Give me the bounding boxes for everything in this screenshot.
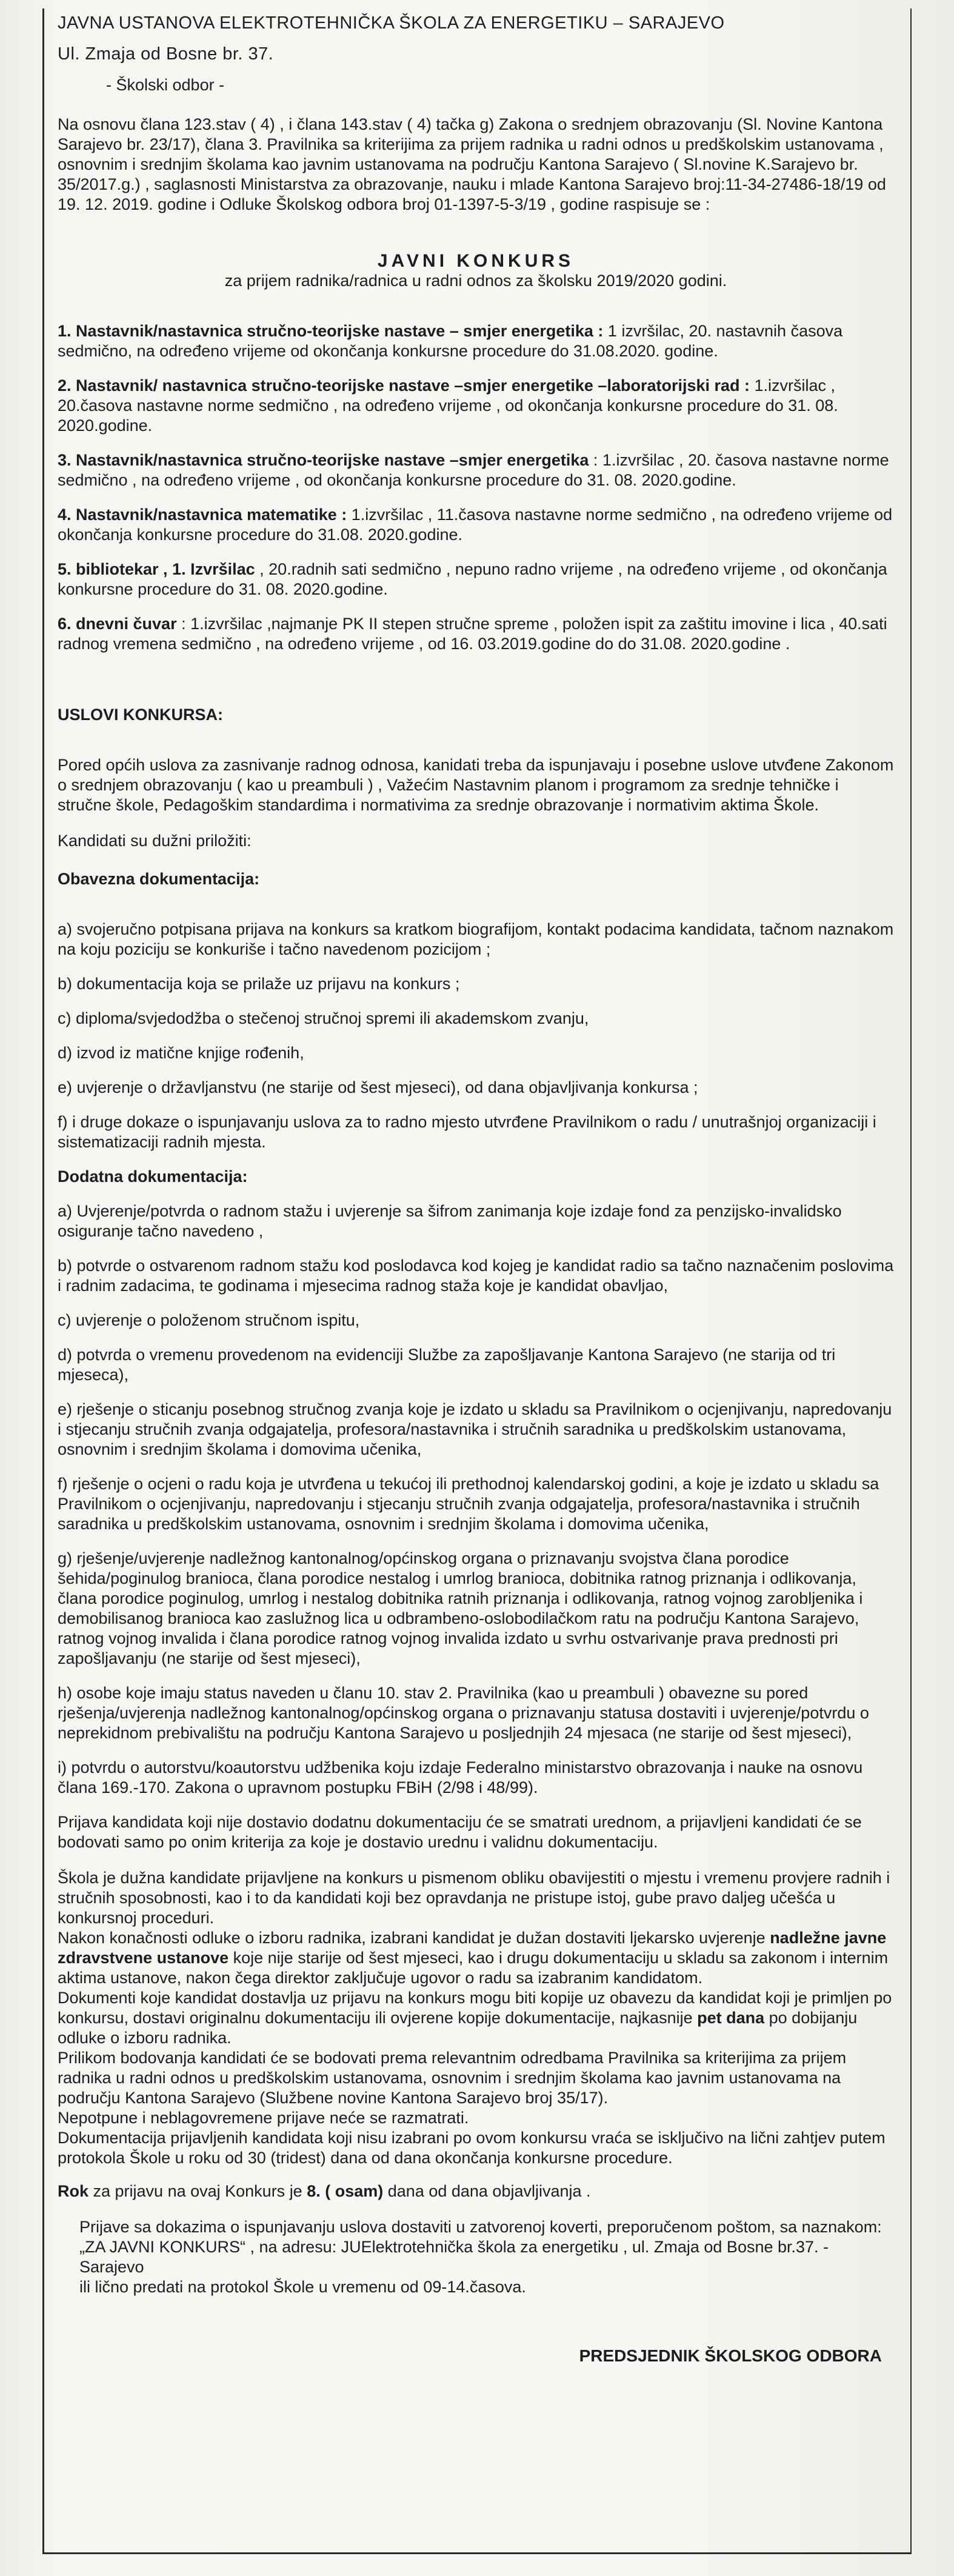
announcement-content	[58, 8, 894, 2366]
note-paragraph: Nepotpune i neblagovremene prijave neće se razmatrati.	[58, 2109, 469, 2127]
list-item: b) potvrde o ostvarenom radnom stažu kod poslodavca kod kojeg je kandidat radio sa tačno naznačenim poslovima i radnim zadacima, te godinama i mjesecima radnog staža koje je kandidat obavljao,	[58, 1256, 894, 1295]
note-paragraph: Škola je dužna kandidate prijavljene na konkurs u pismenom obliku obavijestiti o mjestu i vremenu provjere radnih i stručnih sposobnosti, kao i to da kandidati koji bez opravdanja ne pristupe istoj, gube pravo daljeg učešća u konkursnoj proceduri.	[58, 1869, 890, 1927]
list-item	[58, 450, 894, 490]
additional-list	[58, 1201, 894, 1798]
list-item: f) i druge dokaze o ispunjavanju uslova za to radno mjesto utvrđene Pravilnikom o radu / unutrašnjoj organizaciji i sistematizaciji radnih mjesta.	[58, 1113, 876, 1151]
list-item: i) potvrdu o autorstvu/koautorstvu udžbenika koju izdaje Federalno ministarstvo obrazovanja i nauke na osnovu člana 169.-170. Zakona o upravnom postupku FBiH (2/98 i 48/99).	[58, 1758, 863, 1797]
submission-line: ili lično predati na protokol Škole u vremenu od 09-14.časova.	[79, 2278, 526, 2296]
procedure-notes	[58, 1868, 894, 2168]
position-title: 3. Nastavnik/nastavnica stručno-teorijske nastave –smjer energetika	[58, 451, 589, 469]
list-item: e) rješenje o sticanju posebnog stručnog zvanja koje je izdato u skladu sa Pravilnikom o ocjenjivanju, napredovanju i stjecanju stručnih zvanja odgajatelja, profesora/nastavnika i stručnih saradnika u predškolskim ustanovama, osnovnim i srednjim školama i domovima učenika,	[58, 1400, 892, 1458]
page-title: JAVNI KONKURS	[377, 251, 575, 271]
note-paragraph	[58, 1928, 894, 1988]
list-item	[58, 321, 894, 361]
page-subtitle: za prijem radnika/radnica u radni odnos za školsku 2019/2020 godini.	[224, 272, 727, 290]
list-item	[58, 376, 894, 436]
mandatory-list	[58, 919, 894, 1152]
position-title: 5. bibliotekar , 1. Izvršilac	[58, 560, 255, 578]
position-details: 1.izvršilac , 20.časova nastavne norme sedmično , na određeno vrijeme , od okončanja konkursne procedure do 31. 08. 2020.godine.	[58, 376, 838, 435]
note-paragraph	[58, 1988, 894, 2048]
note-bold: pet dana	[697, 2009, 765, 2027]
conditions-paragraph: Pored općih uslova za zasnivanje radnog odnosa, kanidati treba da ispunjavaju i posebne uslove utvđene Zakonom o srednjem obrazovanju ( kao u preambuli ) , Važećim Nastavnim planom i programom za srednje tehničke i stručne škole, Pedagoškim standardima i normativima za srednje obrazovanje i normativim aktima Škole.	[58, 756, 894, 814]
list-item: f) rješenje o ocjeni o radu koja je utvrđena u tekućoj ili prethodnoj kalendarskoj godini, a koje je izdato u skladu sa Pravilnikom o ocjenjivanju, napredovanju i stjecanju stručnih zvanja odgajatelja, profesora/nastavnika i stručnih saradnika u predškolskim ustanovama, osnovnim i srednjim školama i domovima učenika,	[58, 1475, 879, 1533]
list-item: h) osobe koje imaju status naveden u članu 10. stav 2. Pravilnika (kao u preambuli ) obavezne su pored rješenja/uvjerenja nadležnog kantonalnog/općinskog organa o priznavanju statusa dostaviti i uvjerenje/potvrdu o neprekidnom prebivalištu na području Kantona Sarajevo u posljednjih 24 mjesaca (ne starije od šest mjeseci),	[58, 1684, 869, 1742]
list-item	[58, 505, 894, 545]
list-item: c) uvjerenje o položenom stručnom ispitu,	[58, 1311, 360, 1329]
deadline-text: dana od dana objavljivanja .	[383, 2182, 591, 2200]
positions-list	[58, 321, 894, 654]
school-board: - Školski odbor -	[106, 76, 225, 94]
deadline-bold: Rok	[58, 2182, 89, 2200]
school-name: JAVNA USTANOVA ELEKTROTEHNIČKA ŠKOLA ZA ENERGETIKU – SARAJEVO	[58, 13, 725, 33]
note-paragraph: Prilikom bodovanja kandidati će se bodovati prema relevantnim odredbama Pravilnika sa kriterijima za prijem radnika u radni odnos u predškolskim ustanovama, osnovnim i srednjim školama kao javnim ustanovama na području Kantona Sarajevo (Službene novine Kantona Sarajevo broj 35/17).	[58, 2049, 847, 2107]
signature: PREDSJEDNIK ŠKOLSKOG ODBORA	[579, 2346, 882, 2365]
position-details: : 1.izvršilac ,najmanje PK II stepen stručne spreme , položen ispit za zaštitu imovine i lica , 40.sati radnog vremena sedmično , na određeno vrijeme , od 16. 03.2019.godine do do 31.08. 2020.godine .	[58, 615, 887, 653]
school-address: Ul. Zmaja od Bosne br. 37.	[58, 44, 274, 64]
position-title: 1. Nastavnik/nastavnica stručno-teorijske nastave – smjer energetika :	[58, 322, 604, 340]
list-item: g) rješenje/uvjerenje nadležnog kantonalnog/općinskog organa o priznavanju svojstva člana porodice šehida/poginulog branioca, člana porodice nestalog i umrlog branioca, dobitnika ratnog priznanja i odlikovanja, člana porodice poginulog, umrlog i nestalog dobitnika ratnih priznanja i odlikovanja, ratnog vojnog zarobljenika i demobilisanog branioca kao zaslužnog lica u odbrambeno-oslobodilačkom ratu na području Kantona Sarajevo, ratnog vojnog invalida i člana porodice ratnog vojnog invalida izdato u svrhu ostvarivanje prava prednosti pri zapošljavanju (ne starije od šest mjeseci),	[58, 1549, 863, 1667]
note-text: Nakon konačnosti odluke o izboru radnika, izabrani kandidat je dužan dostaviti ljekarsko uvjerenje	[58, 1929, 770, 1947]
position-details: 1 izvršilac, 20. nastavnih časova sedmično, na određeno vrijeme od okončanja konkursne procedure do 31.08.2020. godine.	[58, 322, 843, 360]
additional-heading: Dodatna dokumentacija:	[58, 1167, 248, 1186]
list-item	[58, 614, 894, 654]
position-title: 2. Nastavnik/ nastavnica stručno-teorijske nastave –smjer energetike –laboratorijski rad :	[58, 376, 750, 395]
list-item: c) diploma/svjedodžba o stečenoj stručnoj spremi ili akademskom zvanju,	[58, 1009, 589, 1027]
deadline-line	[58, 2181, 894, 2201]
position-title: 6. dnevni čuvar	[58, 615, 177, 633]
submission-block	[58, 2217, 894, 2297]
list-item	[58, 559, 894, 599]
note-bold: nadležne javne zdravstvene ustanove	[58, 1929, 887, 1967]
note-text: po dobijanju odluke o izboru radnika.	[58, 2009, 858, 2047]
position-details: , 20.radnih sati sedmično , nepuno radno vrijeme , na određeno vrijeme , od okončanja konkursne procedure do 31. 08. 2020.godine.	[58, 560, 887, 598]
deadline-days: 8. ( osam)	[307, 2182, 384, 2200]
list-item: e) uvjerenje o državljanstvu (ne starije od šest mjeseci), od dana objavljivanja konkursa ;	[58, 1078, 698, 1096]
list-item: a) svojeručno potpisana prijava na konkurs sa kratkom biografijom, kontakt podacima kandidata, tačnom naznakom na koju poziciju se konkuriše i tačno navedenom pozicijom ;	[58, 920, 894, 958]
position-details: : 1.izvršilac , 20. časova nastavne norme sedmično , na određeno vrijeme , od okončanja konkursne procedure do 31. 08. 2020.godine.	[58, 451, 889, 489]
intro-paragraph: Na osnovu člana 123.stav ( 4) , i člana 143.stav ( 4) tačka g) Zakona o srednjem obrazovanju (Sl. Novine Kantona Sarajevo br. 23/17), člana 3. Pravilnika sa kriterijima za prijem radnika u radni odnos u predškolskim ustanovama , osnovnim i srednjim školama kao javnim ustanovama na području Kantona Sarajevo ( Sl.novine K.Sarajevo br. 35/2017.g.) , saglasnosti Ministarstva za obrazovanje, nauku i mlade Kantona Sarajevo broj:11-34-27486-18/19 od 19. 12. 2019. godine i Odluke Školskog odbora broj 01-1397-5-3/19 , godine raspisuje se :	[58, 115, 886, 213]
mandatory-heading: Obavezna dokumentacija:	[58, 870, 260, 888]
list-item: d) izvod iz matične knjige rođenih,	[58, 1044, 304, 1062]
note-paragraph: Dokumentacija prijavljenih kandidata koji nisu izabrani po ovom konkursu vraća se isključivo na lični zahtjev putem protokola Škole u roku od 30 (tridest) dana od dana okončanja konkursne procedure.	[58, 2129, 886, 2167]
deadline-text: za prijavu na ovaj Konkurs je	[88, 2182, 307, 2200]
submission-line: Prijave sa dokazima o ispunjavanju uslova dostaviti u zatvorenoj koverti, preporučenom poštom, sa naznakom:„ZA JAVNI KONKURS“ , na adresu: JUElektrotehnička škola za energetiku , ul. Zmaja od Bosne br.37. - Sarajevo	[79, 2218, 882, 2276]
note-paragraph: Prijava kandidata koji nije dostavio dodatnu dokumentaciju će se smatrati urednom, a prijavljeni kandidati će se bodovati samo po onim kriterija za koje je dostavio urednu i validnu dokumentaciju.	[58, 1813, 862, 1851]
list-item: a) Uvjerenje/potvrda o radnom stažu i uvjerenje sa šifrom zanimanja koje izdaje fond za penzijsko-invalidsko osiguranje tačno navedeno ,	[58, 1202, 842, 1240]
list-item: b) dokumentacija koja se prilaže uz prijavu na konkurs ;	[58, 975, 460, 993]
note-text: koje nije starije od šest mjeseci, kao i drugu dokumentaciju u skladu sa zakonom i internim aktima ustanove, nakon čega direktor zaključuje ugovor o radu sa izabranim kandidatom.	[58, 1949, 889, 1987]
conditions-heading: USLOVI KONKURSA:	[58, 706, 224, 724]
conditions-must: Kandidati su dužni priložiti:	[58, 832, 252, 850]
position-title: 4. Nastavnik/nastavnica matematike :	[58, 506, 347, 524]
list-item: d) potvrda o vremenu provedenom na evidenciji Službe za zapošljavanje Kantona Sarajevo (ne starija od tri mjeseca),	[58, 1346, 836, 1384]
position-details: 1.izvršilac , 11.časova nastavne norme sedmično , na određeno vrijeme od okončanja konkursne procedure do 31.08. 2020.godine.	[58, 506, 893, 544]
note-text: Dokumenti koje kandidat dostavlja uz prijavu na konkurs mogu biti kopije uz obavezu da kandidat koji je primljen po konkursu, dostavi originalnu dokumentaciju ili ovjerene kopije dokumentacije, najkasnije	[58, 1989, 892, 2027]
